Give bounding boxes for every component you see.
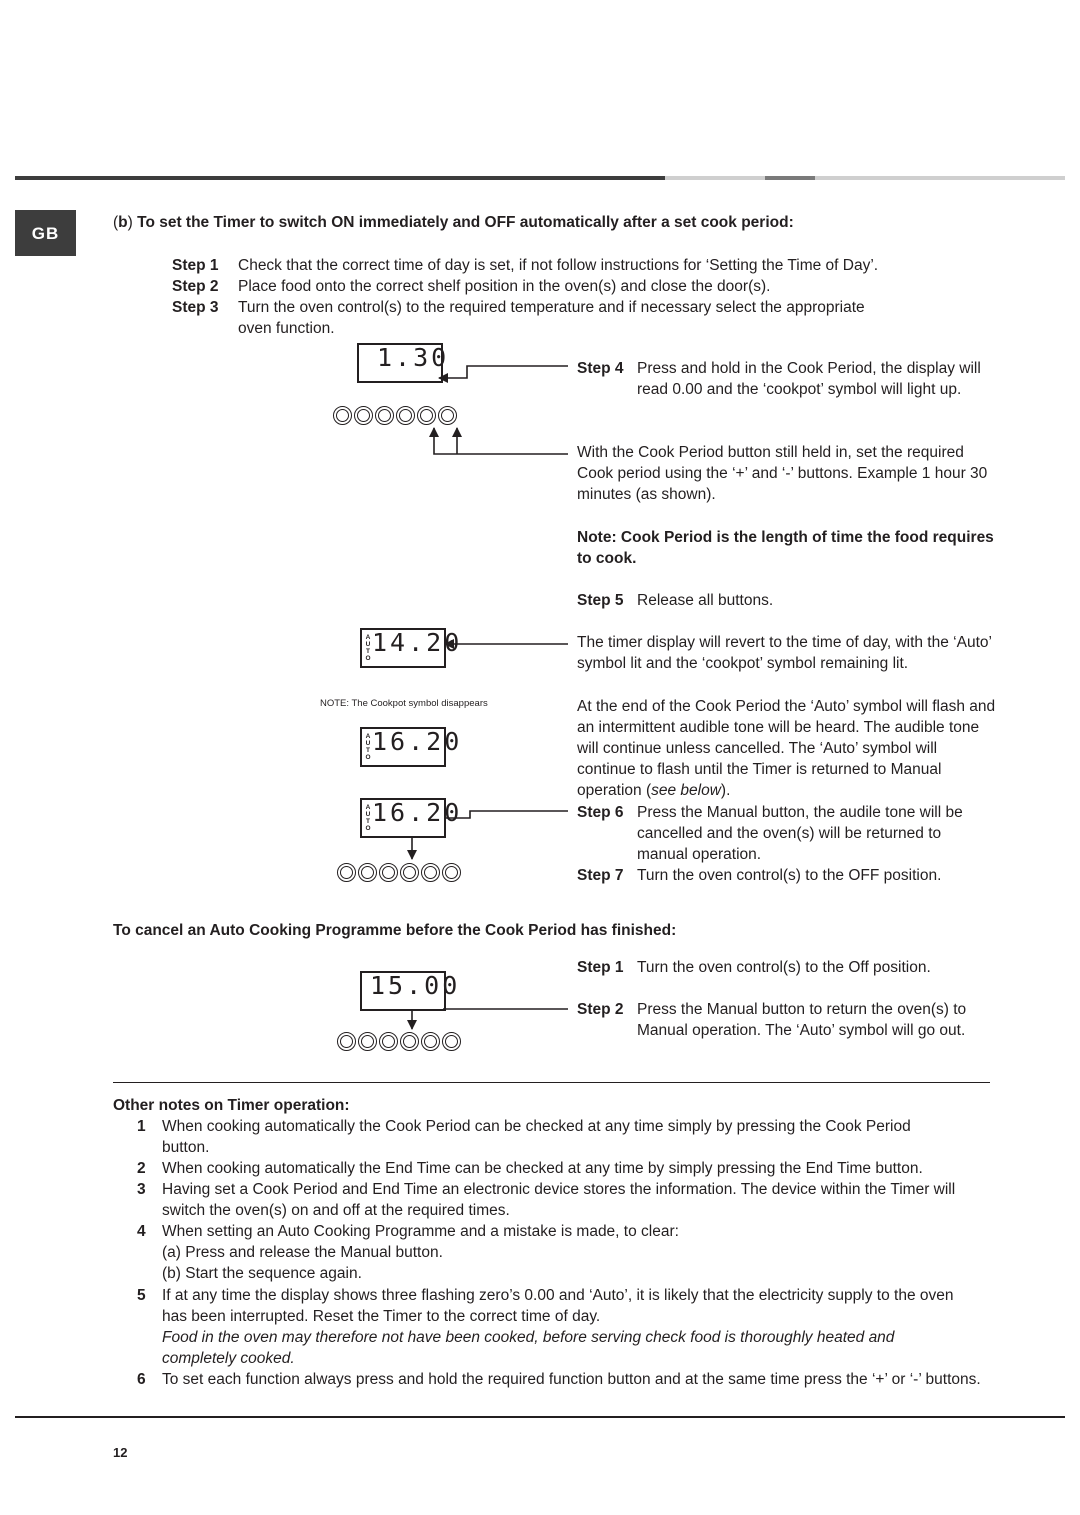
step-text: Turn the oven control(s) to the Off position. bbox=[637, 959, 931, 976]
step-text: Press the Manual button, the audile tone will be cancelled and the oven(s) will be returned to manual operation. bbox=[637, 804, 963, 863]
step-text: Check that the correct time of day is set, if not follow instructions for ‘Setting the Time of Day’. bbox=[238, 257, 879, 274]
note-number: 4 bbox=[137, 1223, 146, 1240]
page-number: 12 bbox=[113, 1445, 128, 1460]
auto-symbol-flashing: A U T O bbox=[365, 733, 371, 761]
auto-symbol: A U T O bbox=[365, 634, 371, 662]
step-text: Release all buttons. bbox=[637, 592, 774, 609]
language-tab: GB bbox=[15, 210, 76, 256]
step-text: Turn the oven control(s) to the OFF position. bbox=[637, 867, 942, 884]
display-digits: 16.20 bbox=[372, 798, 463, 827]
note-number: 5 bbox=[137, 1287, 146, 1304]
end-text-1: At the end of the Cook Period the ‘Auto’ symbol will flash and an intermittent audible tone will be heard. The audible tone will continue unless cancelled. The ‘Auto’ symbol will continue to flash until the Timer is returned to Manual operation ( bbox=[577, 698, 996, 799]
step-text: Press the Manual button to return the oven(s) to Manual operation. The ‘Auto’ symbol will go out. bbox=[637, 1001, 967, 1039]
note-sub-a: (a) Press and release the Manual button. bbox=[162, 1244, 443, 1261]
cookpot-note: NOTE: The Cookpot symbol disappears bbox=[320, 698, 488, 709]
end-text-italic: see below bbox=[651, 782, 721, 799]
display-digits: 14.20 bbox=[372, 628, 463, 657]
footer-rule bbox=[15, 1416, 1065, 1418]
note-number: 2 bbox=[137, 1160, 146, 1177]
step-label: Step 7 bbox=[577, 867, 624, 884]
step-label: Step 2 bbox=[577, 1001, 624, 1018]
section-heading-prefix: (b) bbox=[113, 214, 133, 231]
other-notes-heading: Other notes on Timer operation: bbox=[113, 1097, 350, 1114]
step-text: Press and hold in the Cook Period, the display will read 0.00 and the ‘cookpot’ symbol will light up. bbox=[637, 360, 981, 398]
note-text: When cooking automatically the Cook Period can be checked at any time simply by pressing the Cook Period button. bbox=[162, 1118, 911, 1156]
auto-symbol: A U T O bbox=[365, 804, 371, 832]
note-number: 6 bbox=[137, 1371, 146, 1388]
step-text-continued: oven function. bbox=[238, 320, 335, 337]
hold-text: With the Cook Period button still held in, set the required Cook period using the ‘+’ and ‘-’ buttons. Example 1 hour 30 minutes (as shown). bbox=[577, 444, 988, 503]
cook-period-note: Note: Cook Period is the length of time the food requires to cook. bbox=[577, 529, 994, 567]
display-digits: 16.20 bbox=[372, 727, 463, 756]
note-text: If at any time the display shows three flashing zero’s 0.00 and ‘Auto’, it is likely that the electricity supply to the oven has been interrupted. Reset the Timer to the correct time of day. bbox=[162, 1287, 954, 1325]
step-label: Step 2 bbox=[172, 278, 219, 295]
step-label: Step 3 bbox=[172, 299, 219, 316]
revert-text: The timer display will revert to the time of day, with the ‘Auto’ symbol lit and the ‘cookpot’ symbol remaining lit. bbox=[577, 634, 992, 672]
note-sub-b: (b) Start the sequence again. bbox=[162, 1265, 362, 1282]
display-digits: 1.30 bbox=[377, 343, 450, 372]
note-number: 1 bbox=[137, 1118, 146, 1135]
cancel-heading: To cancel an Auto Cooking Programme before the Cook Period has finished: bbox=[113, 922, 677, 939]
section-heading-text: To set the Timer to switch ON immediately and OFF automatically after a set cook period: bbox=[137, 214, 794, 231]
end-of-cook-text bbox=[577, 696, 997, 801]
end-text-2: ). bbox=[720, 782, 731, 799]
step-4 bbox=[577, 358, 997, 421]
note-text: Having set a Cook Period and End Time an electronic device stores the information. The device within the Timer will switch the oven(s) on and off at the required times. bbox=[162, 1181, 956, 1219]
step-label: Step 6 bbox=[577, 804, 624, 821]
step-label: Step 1 bbox=[172, 257, 219, 274]
note-text: To set each function always press and hold the required function button and at the same time press the ‘+’ or ‘-’ buttons. bbox=[162, 1371, 981, 1388]
section-divider bbox=[113, 1082, 990, 1083]
note-text: When cooking automatically the End Time can be checked at any time by simply pressing the End Time button. bbox=[162, 1160, 923, 1177]
step-label: Step 4 bbox=[577, 360, 624, 377]
note-text: When setting an Auto Cooking Programme and a mistake is made, to clear: bbox=[162, 1223, 679, 1240]
step-label: Step 1 bbox=[577, 959, 624, 976]
step-text: Place food onto the correct shelf position in the oven(s) and close the door(s). bbox=[238, 278, 771, 295]
step-text: Turn the oven control(s) to the required temperature and if necessary select the appropriate bbox=[238, 299, 865, 316]
display-digits: 15.00 bbox=[370, 971, 461, 1000]
step-label: Step 5 bbox=[577, 592, 624, 609]
note-number: 3 bbox=[137, 1181, 146, 1198]
note-italic-warning: Food in the oven may therefore not have been cooked, before serving check food is thoroughly heated and completely cooked. bbox=[162, 1329, 895, 1367]
